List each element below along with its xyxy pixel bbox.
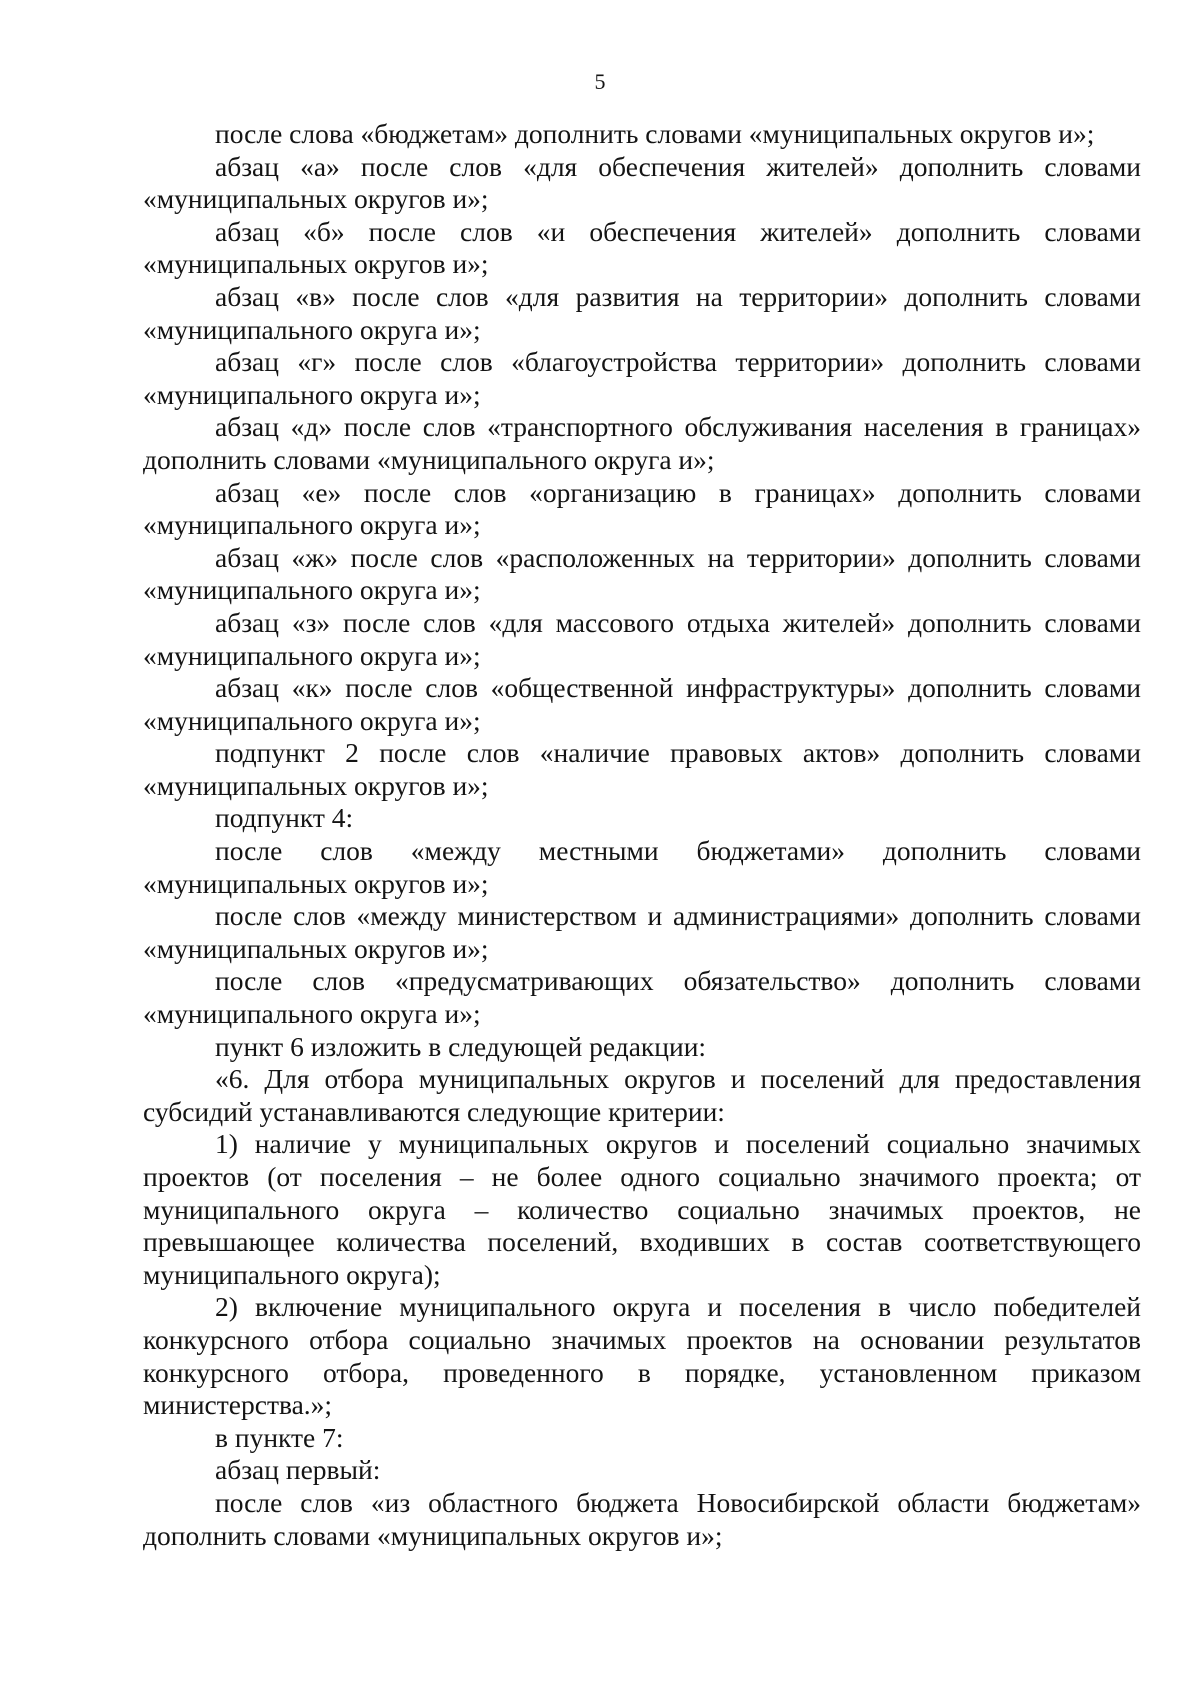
paragraph: абзац первый:	[215, 1454, 381, 1486]
paragraph: в пункте 7:	[215, 1421, 344, 1453]
paragraph: абзац «з» после слов «для массового отдыха жителей» дополнить словами «муниципального округа и»;	[143, 606, 1141, 671]
paragraph: 1) наличие у муниципальных округов и поселений социально значимых проектов (от поселения – не более одного социально значимого проекта; от муниципального округа – количество социально значимых проектов, не превышающее количества поселений, входивших в состав соответствующего муниципального округа);	[143, 1128, 1141, 1290]
page-number: 5	[594, 69, 606, 94]
paragraph: абзац «а» после слов «для обеспечения жителей» дополнить словами «муниципальных округов и»;	[143, 150, 1141, 215]
paragraph: абзац «к» после слов «общественной инфраструктуры» дополнить словами «муниципального округа и»;	[143, 672, 1141, 736]
paragraph: абзац «г» после слов «благоустройства территории» дополнить словами «муниципального округа и»;	[143, 346, 1141, 410]
paragraph: «6. Для отбора муниципальных округов и поселений для предоставления субсидий устанавливаются следующие критерии:	[143, 1063, 1141, 1127]
paragraph: после слов «между министерством и администрациями» дополнить словами «муниципальных округов и»;	[143, 900, 1141, 964]
paragraph: 2) включение муниципального округа и поселения в число победителей конкурсного отбора социально значимых проектов на основании результатов конкурсного отбора, проведенного в порядке, установленном приказом министерства.»;	[143, 1291, 1141, 1421]
paragraph: подпункт 4:	[215, 802, 354, 834]
paragraph: абзац «е» после слов «организацию в границах» дополнить словами «муниципального округа и»;	[143, 476, 1141, 541]
paragraph: абзац «в» после слов «для развития на территории» дополнить словами «муниципального округа и»;	[143, 280, 1141, 345]
paragraph: после слов «из областного бюджета Новосибирской области бюджетам» дополнить словами «муниципальных округов и»;	[143, 1486, 1141, 1551]
document-body	[143, 118, 1141, 1552]
paragraph: абзац «д» после слов «транспортного обслуживания населения в границах» дополнить словами «муниципального округа и»;	[143, 411, 1141, 475]
paragraph: после слов «предусматривающих обязательство» дополнить словами «муниципального округа и»;	[143, 965, 1141, 1030]
paragraph: после слов «между местными бюджетами» дополнить словами «муниципальных округов и»;	[143, 835, 1141, 899]
paragraph: пункт 6 изложить в следующей редакции:	[215, 1030, 707, 1062]
paragraph: абзац «б» после слов «и обеспечения жителей» дополнить словами «муниципальных округов и»;	[143, 215, 1141, 280]
paragraph: абзац «ж» после слов «расположенных на территории» дополнить словами «муниципального округа и»;	[143, 541, 1141, 606]
paragraph: после слова «бюджетам» дополнить словами «муниципальных округов и»;	[215, 118, 1095, 149]
paragraph: подпункт 2 после слов «наличие правовых актов» дополнить словами «муниципальных округов и»;	[143, 737, 1141, 801]
